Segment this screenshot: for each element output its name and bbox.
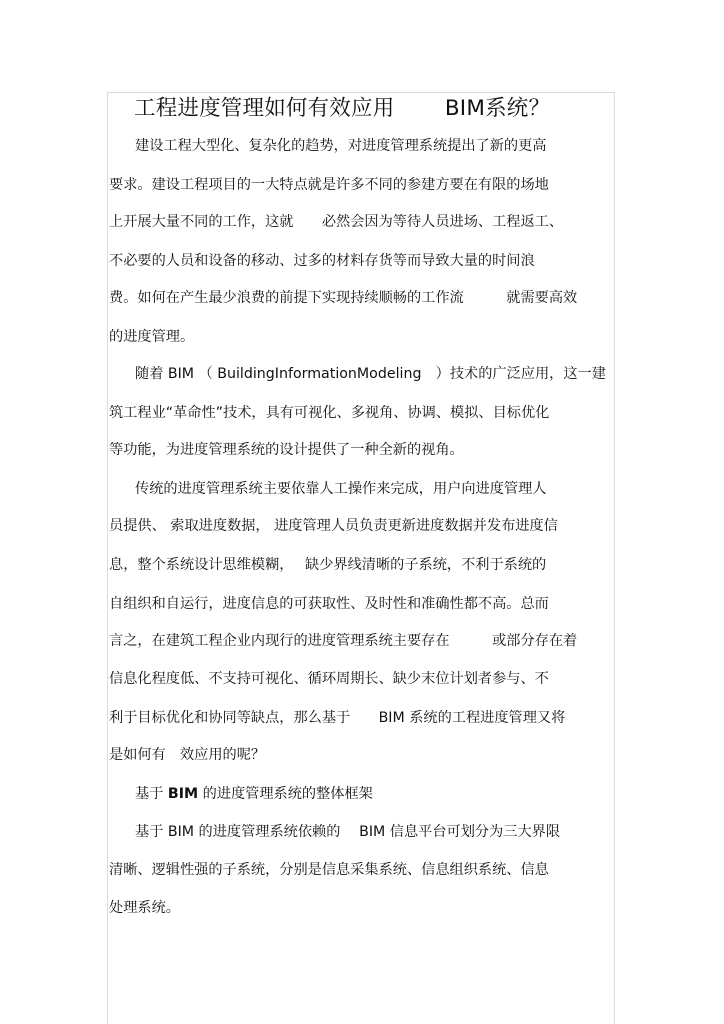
paragraph-line: 信息化程度低、不支持可视化、循环周期长、缺少末位计划者参与、不 xyxy=(109,671,549,687)
paragraph-line: 基于 BIM 的进度管理系统依赖的 BIM 信息平台可划分为三大界限 xyxy=(135,824,561,840)
paragraph-line: 等功能，为进度管理系统的设计提供了一种全新的视角。 xyxy=(109,442,464,458)
paragraph-line: 传统的进度管理系统主要依靠人工操作来完成，用户向进度管理人 xyxy=(135,481,547,497)
paragraph-line: 处理系统。 xyxy=(109,900,180,916)
paragraph-line: 清晰、逻辑性强的子系统，分别是信息采集系统、信息组织系统、信息 xyxy=(109,862,549,878)
paragraph-line: 自组织和自运行，进度信息的可获取性、及时性和准确性都不高。总而 xyxy=(109,596,549,612)
paragraph-line: 言之，在建筑工程企业内现行的进度管理系统主要存在 或部分存在着 xyxy=(109,633,578,649)
paragraph-line: 利于目标优化和协同等缺点，那么基于 BIM 系统的工程进度管理又将 xyxy=(109,710,566,726)
paragraph-line: 要求。建设工程项目的一大特点就是许多不同的参建方要在有限的场地 xyxy=(109,177,549,193)
paragraph-line: 是如何有 效应用的呢？ xyxy=(109,747,266,763)
paragraph-line: 建设工程大型化、复杂化的趋势，对进度管理系统提出了新的更高 xyxy=(135,138,547,154)
paragraph-line: 的进度管理。 xyxy=(109,329,195,345)
paragraph-line: 员提供、 索取进度数据， 进度管理人员负责更新进度数据并发布进度信 xyxy=(109,518,558,534)
paragraph-line: 息，整个系统设计思维模糊， 缺少界线清晰的子系统，不利于系统的 xyxy=(109,557,547,573)
document-title: 工程进度管理如何有效应用 BIM系统？ xyxy=(134,96,551,121)
paragraph-line: 筑工程业“革命性”技术，具有可视化、多视角、协调、模拟、目标优化 xyxy=(109,405,550,421)
paragraph-line: 费。如何在产生最少浪费的前提下实现持续顺畅的工作流 就需要高效 xyxy=(109,290,578,306)
paragraph-line: 随着 BIM （ BuildingInformationModeling ）技术的广泛应用，这一建 xyxy=(135,366,606,382)
section-heading: 基于 BIM 的进度管理系统的整体框架 xyxy=(135,786,373,802)
paragraph-line: 不必要的人员和设备的移动、过多的材料存货等而导致大量的时间浪 xyxy=(109,253,535,269)
paragraph-line: 上开展大量不同的工作，这就 必然会因为等待人员进场、工程返工、 xyxy=(109,214,564,230)
